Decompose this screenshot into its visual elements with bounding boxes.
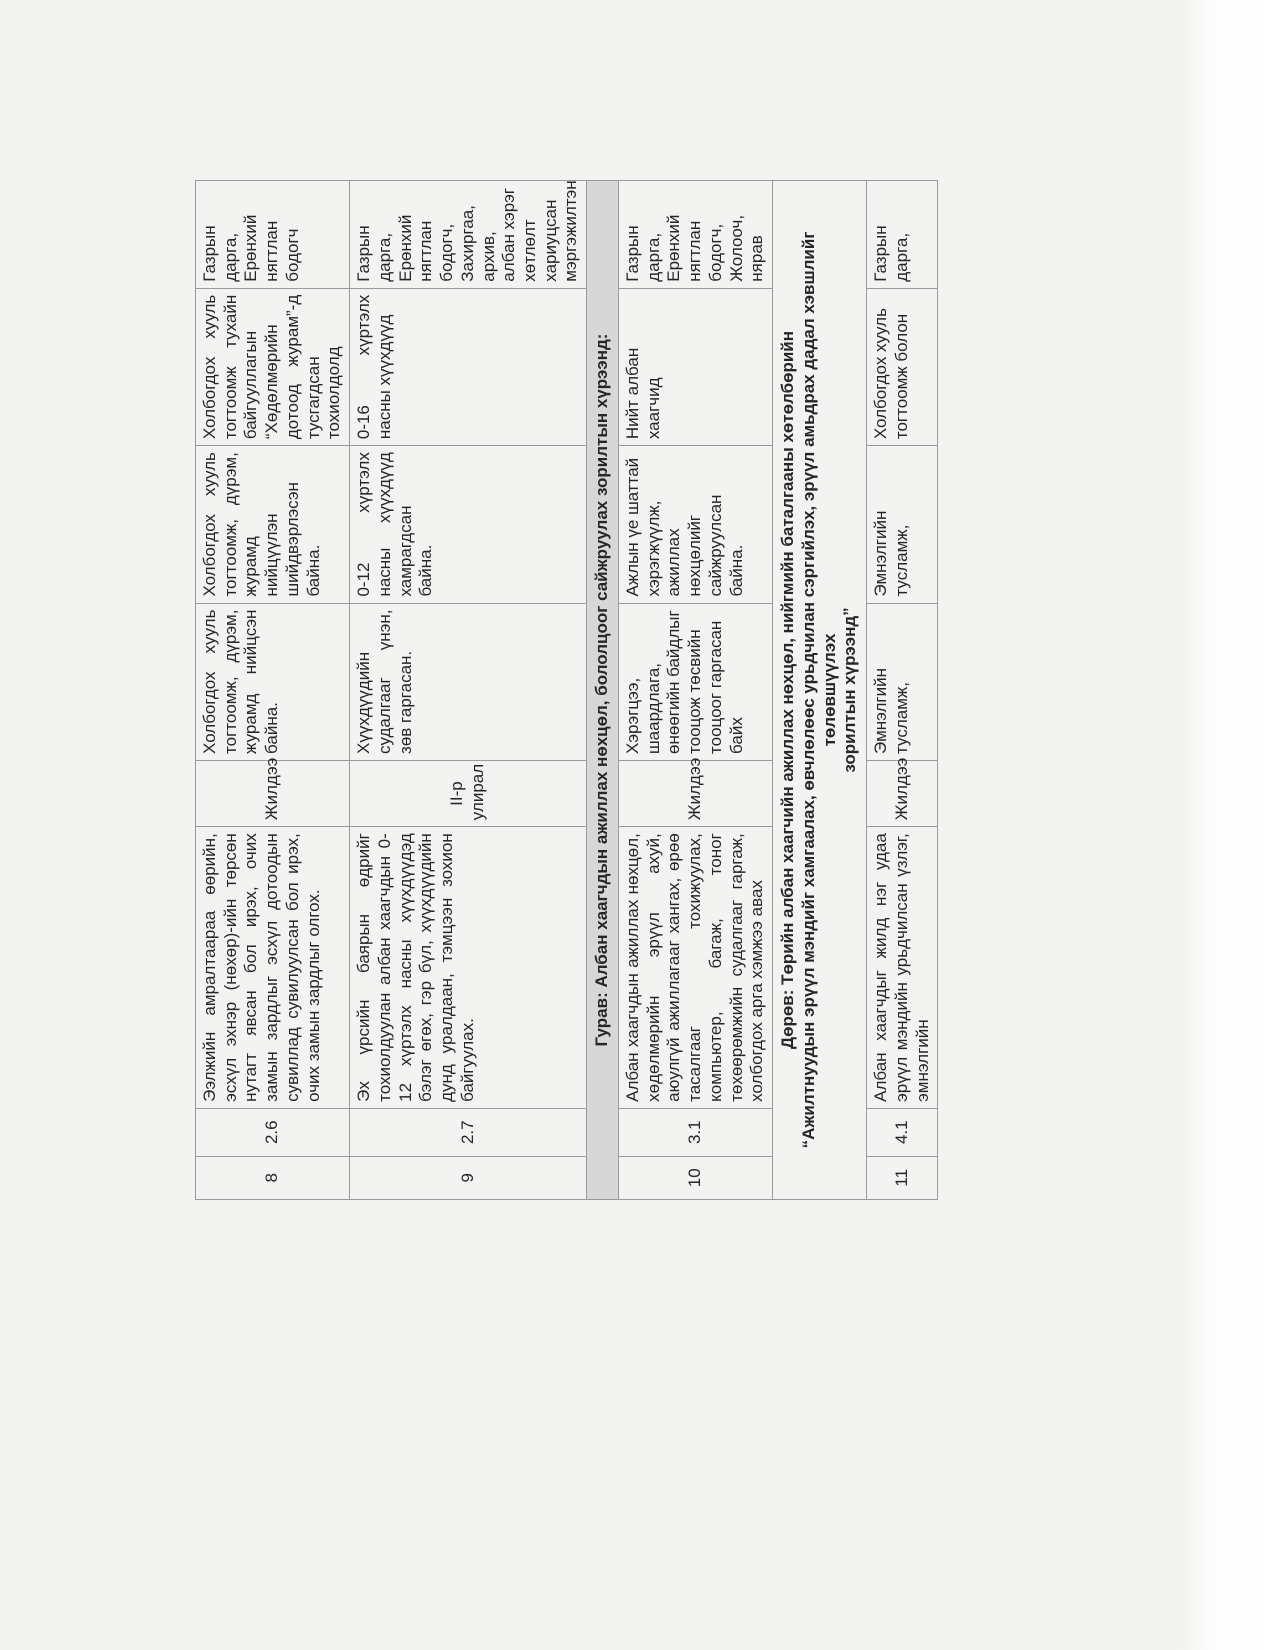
- criteria-cell: Хүүхдүүдийн судалгааг үнэн, зөв гаргасан.: [350, 603, 587, 760]
- timing-cell: II-р улирал: [350, 760, 587, 826]
- section-four-line-1: Дөрөв: Төрийн албан хаагчийн ажиллах нөхцөл, нийгмийн баталгааны хөтөлбөрийн: [778, 330, 798, 1050]
- criteria-cell: Хэрэгцээ, шаардлага, өнөөгийн байдлыг тооцож төсвийн тооцоог гаргасан байх: [618, 603, 772, 760]
- activity-text: Албан хаагчдын ажиллах нөхцөл, хөдөлмөрийн эрүүл ахуй, аюулгүй ажиллагааг хангах, өрөө тасалгааг тохижуулах, компьютер, багаж, тоног төхөөрөмжийн судалгааг гаргаж, холбогдох арга хэмжээ авах: [618, 827, 772, 1109]
- activity-text: Албан хаагчдыг жилд нэг удаа эрүүл мэндийн урьдчилсан үзлэг, эмнэлгийн: [867, 827, 938, 1109]
- baseline-cell: Эмнэлгийн тусламж,: [867, 446, 938, 603]
- target-cell: Холбогдох хууль тогтоомж тухайн байгууллагын “Хөдөлмөрийн дотоод журам”-д тусгагдсан тохиолдолд: [196, 288, 350, 445]
- paper-edge-shade: [1180, 0, 1275, 1650]
- timing-cell: Жилдээ: [618, 760, 772, 826]
- timing-cell: Жилдээ: [867, 760, 938, 826]
- target-cell: Нийт албан хаагчид: [618, 288, 772, 445]
- criteria-cell: Эмнэлгийн тусламж,: [867, 603, 938, 760]
- baseline-cell: Холбогдох хууль тогтоомж, дүрэм, журамд нийцүүлэн шийдвэрлэсэн байна.: [196, 446, 350, 603]
- table-row: [867, 181, 938, 1200]
- target-cell: Холбогдох хууль тогтоомж болон: [867, 288, 938, 445]
- activity-code: 2.7: [350, 1108, 587, 1156]
- activity-text: Эх үрсийн баярын өдрийг тохиолдуулан албан хаагчдын 0-12 хүртэлх насны хүүхдүүдэд бэлэг өгөх, гэр бүл, хүүхдүүдийн дунд уралдаан, тэмцээн зохион байгуулах.: [350, 827, 587, 1109]
- section-four-line-2: “Ажилтнуудын эрүүл мэндийг хамгаалах, өвчлөлөөс урьдчилан сэргийлэх, эрүүл амьдрах дадал хэвшлийг төлөвшүүлэх: [798, 231, 839, 1149]
- section-three-heading: Гурав: Албан хаагчдын ажиллах нөхцөл, бололцоог сайжруулах зорилтын хүрээнд:: [587, 181, 619, 1200]
- activity-code: 3.1: [618, 1108, 772, 1156]
- timing-cell: Жилдээ: [196, 760, 350, 826]
- responsible-cell: Газрын дарга, Ерөнхий нягтлан бодогч: [196, 181, 350, 289]
- responsible-cell: Газрын дарга,: [867, 181, 938, 289]
- section-heading-row: [773, 181, 867, 1200]
- responsible-cell: Газрын дарга, Ерөнхий нягтлан бодогч, Захиргаа, архив, албан хэрэг хөтлөлт хариуцсан мэргэжилтэн: [350, 181, 587, 289]
- criteria-cell: Холбогдох хууль тогтоомж, дүрэм, журамд нийцсэн байна.: [196, 603, 350, 760]
- section-four-line-3: зорилтын хүрээнд”: [840, 607, 860, 773]
- table-row: [350, 181, 587, 1200]
- table-row: [618, 181, 772, 1200]
- rotated-document-page: [195, 180, 1030, 1200]
- target-cell: 0-16 хүртэлх насны хүүхдүүд: [350, 288, 587, 445]
- activity-code: 4.1: [867, 1108, 938, 1156]
- baseline-cell: 0-12 хүртэлх насны хүүхдүүд хамрагдсан байна.: [350, 446, 587, 603]
- section-four-heading: [773, 181, 867, 1200]
- section-heading-row: [587, 181, 619, 1200]
- table-row: [196, 181, 350, 1200]
- row-number: 11: [867, 1156, 938, 1199]
- action-plan-table: [195, 180, 938, 1200]
- activity-code: 2.6: [196, 1108, 350, 1156]
- row-number: 10: [618, 1156, 772, 1199]
- responsible-cell: Газрын дарга, Ерөнхий нягтлан бодогч, Жолооч, нярав: [618, 181, 772, 289]
- row-number: 8: [196, 1156, 350, 1199]
- baseline-cell: Ажлын үе шаттай хэрэгжүүлж, ажиллах нөхцөлийг сайжруулсан байна.: [618, 446, 772, 603]
- activity-text: Ээлжийн амралтаараа өөрийн, эсхүл эхнэр (нөхөр)-ийн төрсөн нутагт явсан бол ирэх, очих замын зардлыг эсхүл дотоодын сувиллад сувилуулсан бол ирэх, очих замын зардлыг олгох.: [196, 827, 350, 1109]
- row-number: 9: [350, 1156, 587, 1199]
